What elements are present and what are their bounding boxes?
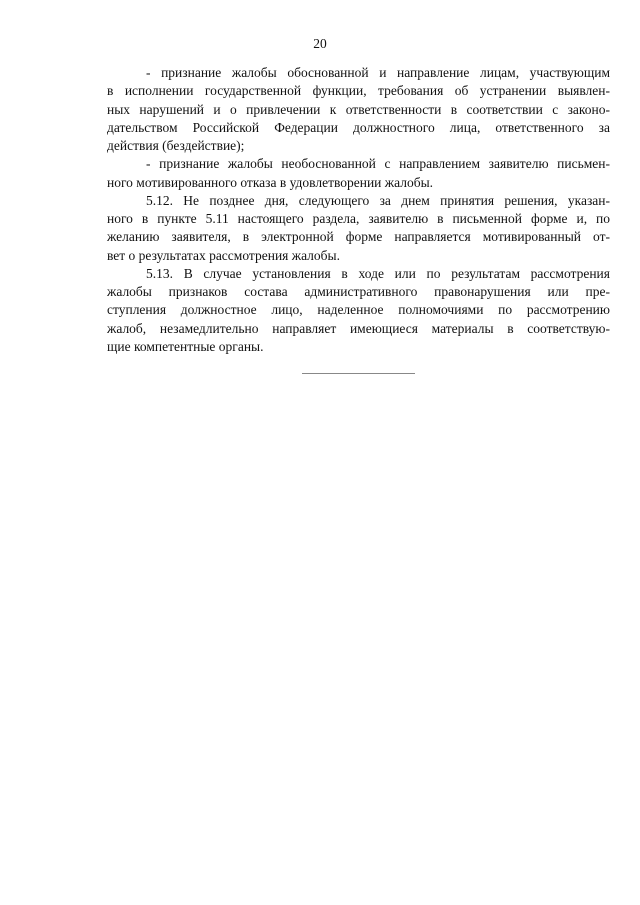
- page-number: 20: [313, 36, 327, 51]
- document-body: [107, 64, 610, 356]
- text-line: вет о результатах рассмотрения жалобы.: [107, 247, 340, 263]
- end-divider: [302, 373, 415, 374]
- text-line: ступления должностное лицо, наделенное полномочиями по рассмотрению: [107, 302, 610, 318]
- paragraph-complaint-unjustified: [107, 155, 610, 192]
- text-line: действия (бездействие);: [107, 138, 245, 153]
- text-line: 5.13. В случае установления в ходе или по результатам рассмотрения: [146, 265, 610, 281]
- text-line: - признание жалобы обоснованной и направление лицам, участвующим: [146, 65, 610, 80]
- text-line: ного в пункте 5.11 настоящего раздела, заявителю в письменной форме и, по: [107, 211, 610, 226]
- text-line: ных нарушений и о привлечении к ответственности в соответствии с законо-: [107, 101, 610, 117]
- text-line: - признание жалобы необоснованной с направлением заявителю письмен-: [146, 156, 610, 172]
- text-line: ного мотивированного отказа в удовлетворении жалобы.: [107, 174, 434, 190]
- text-line: дательством Российской Федерации должностного лица, ответственного за: [107, 119, 610, 135]
- text-line: щие компетентные органы.: [107, 338, 264, 354]
- text-line: желанию заявителя, в электронной форме направляется мотивированный от-: [107, 229, 610, 245]
- text-line: в исполнении государственной функции, требования об устранении выявлен-: [107, 83, 610, 99]
- paragraph-5-13: [107, 265, 610, 356]
- text-line: жалобы признаков состава административного правонарушения или пре-: [107, 284, 610, 299]
- text-line: жалоб, незамедлительно направляет имеющиеся материалы в соответствую-: [107, 320, 610, 336]
- text-line: 5.12. Не позднее дня, следующего за днем принятия решения, указан-: [146, 192, 610, 208]
- paragraph-complaint-justified: [107, 64, 610, 155]
- paragraph-5-12: [107, 192, 610, 265]
